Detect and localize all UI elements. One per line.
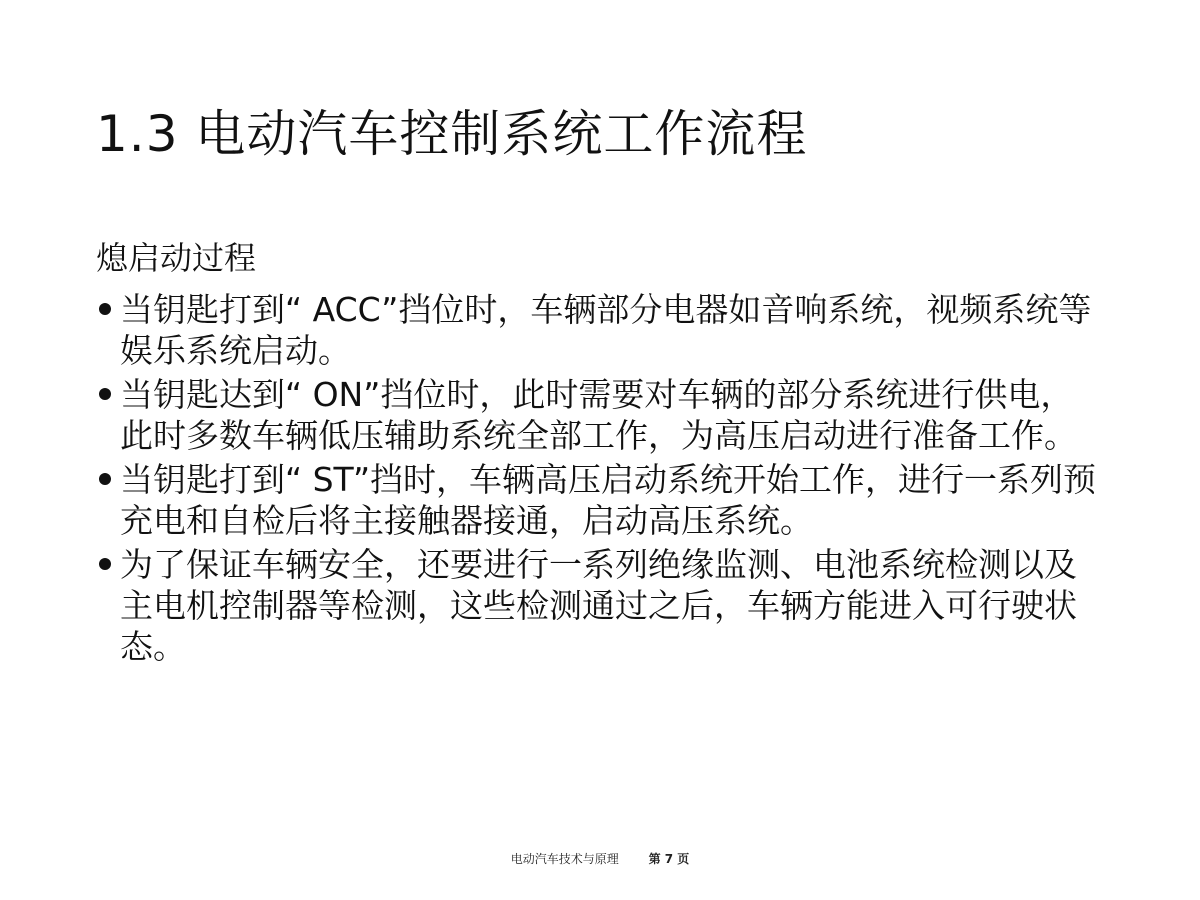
bullet-item-safety [96, 544, 1106, 667]
bullet-dot-icon [99, 473, 111, 485]
bullet-dot-icon [99, 388, 111, 400]
bullet-text-safety: 为了保证车辆安全，还要进行一系列绝缘监测、电池系统检测以及主电机控制器等检测，这些检测通过之后，车辆方能进入可行驶状态。 [120, 545, 1077, 666]
slide-title: 1.3 电动汽车控制系统工作流程 [96, 105, 808, 163]
bullet-list [96, 289, 1106, 670]
bullet-text-on: 当钥匙达到“ ON”挡位时，此时需要对车辆的部分系统进行供电，此时多数车辆低压辅助系统全部工作，为高压启动进行准备工作。 [120, 375, 1077, 455]
bullet-item-acc [96, 289, 1106, 371]
bullet-text-acc: 当钥匙打到“ ACC”挡位时，车辆部分电器如音响系统，视频系统等娱乐系统启动。 [120, 290, 1092, 370]
section-heading: 熄启动过程 [96, 239, 257, 277]
bullet-text-st: 当钥匙打到“ ST”挡时，车辆高压启动系统开始工作，进行一系列预充电和自检后将主接触器接通，启动高压系统。 [120, 460, 1097, 540]
footer-course-name: 电动汽车技术与原理 [510, 852, 619, 866]
bullet-item-st [96, 459, 1106, 541]
bullet-item-on [96, 374, 1106, 456]
bullet-dot-icon [99, 558, 111, 570]
bullet-dot-icon [99, 303, 111, 315]
footer-page-number: 第 7 页 [648, 852, 690, 866]
slide-footer [0, 850, 1200, 868]
